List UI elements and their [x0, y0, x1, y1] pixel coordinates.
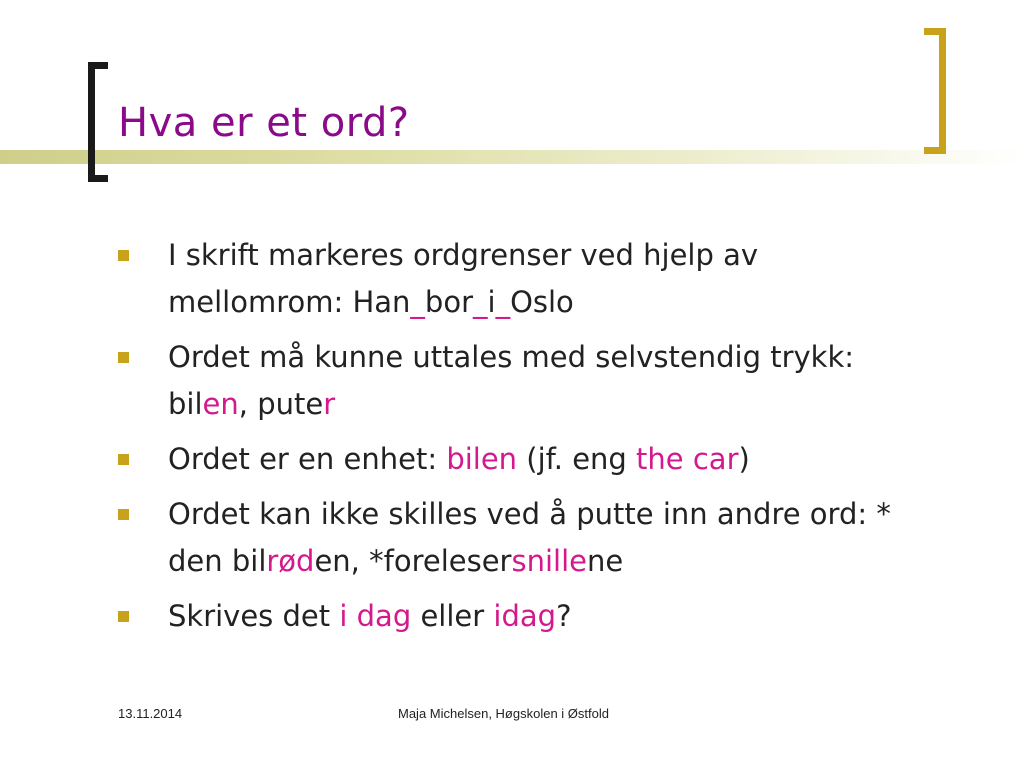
- bullet-text-part: Ordet er en enhet:: [168, 442, 447, 476]
- bullet-highlight: i dag: [339, 599, 412, 633]
- square-bullet-icon: [118, 250, 129, 261]
- bullet-highlight: _: [410, 285, 425, 319]
- square-bullet-icon: [118, 611, 129, 622]
- bullet-item: [118, 593, 938, 640]
- bullet-text-part: eller: [411, 599, 494, 633]
- title-band-decoration: [0, 150, 1024, 164]
- bullet-text-part: (jf. eng: [517, 442, 637, 476]
- bullet-text-part: Ordet kan ikke skilles ved å putte inn andre ord: * den bil: [168, 497, 891, 578]
- bullet-highlight: r: [323, 387, 336, 421]
- bullet-highlight: snille: [511, 544, 587, 578]
- bullet-text-part: Ordet må kunne uttales med selvstendig trykk: bil: [168, 340, 855, 421]
- slide-title: Hva er et ord?: [118, 100, 410, 146]
- bullet-text-part: ?: [556, 599, 572, 633]
- square-bullet-icon: [118, 509, 129, 520]
- bullet-text-part: en, *foreleser: [314, 544, 512, 578]
- bullet-text-part: Skrives det: [168, 599, 340, 633]
- bullet-highlight: _: [473, 285, 488, 319]
- bullet-highlight: _: [495, 285, 511, 319]
- bullet-item: [118, 436, 938, 483]
- bullet-text-part: ): [738, 442, 750, 476]
- bullet-list: [118, 232, 938, 648]
- square-bullet-icon: [118, 352, 129, 363]
- bullet-highlight: rød: [266, 544, 315, 578]
- right-bracket-decoration: [924, 28, 946, 154]
- bullet-highlight: en: [202, 387, 239, 421]
- footer-date: 13.11.2014: [118, 706, 183, 721]
- bullet-item: [118, 232, 938, 326]
- bullet-highlight: the car: [636, 442, 739, 476]
- footer-author: Maja Michelsen, Høgskolen i Østfold: [398, 706, 609, 721]
- bullet-item: [118, 334, 938, 428]
- bullet-item: [118, 491, 938, 585]
- square-bullet-icon: [118, 454, 129, 465]
- bullet-text-part: i: [487, 285, 496, 319]
- bullet-highlight: idag: [493, 599, 557, 633]
- bullet-text-part: I skrift markeres ordgrenser ved hjelp av mellomrom: Han: [168, 238, 759, 319]
- bullet-text-part: bor: [424, 285, 473, 319]
- bullet-highlight: bilen: [446, 442, 518, 476]
- bullet-text-part: Oslo: [510, 285, 574, 319]
- bullet-text-part: ne: [586, 544, 624, 578]
- bullet-text-part: , pute: [238, 387, 324, 421]
- left-bracket-decoration: [88, 62, 108, 182]
